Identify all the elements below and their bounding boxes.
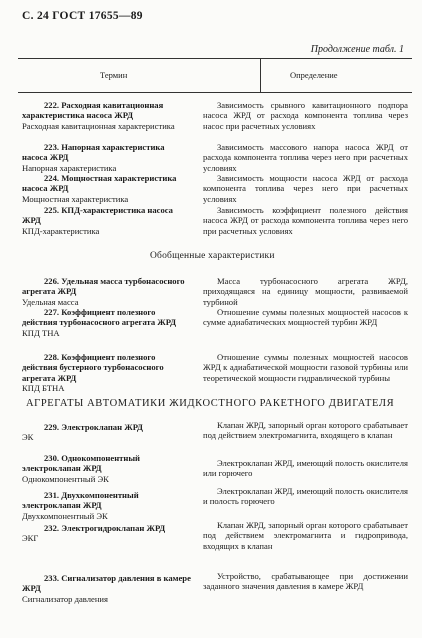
term-short: Двухкомпонентный ЭК [22,510,108,521]
term-title: 227. Коэффициент полезного действия турбонасосного агрегата ЖРД [22,307,177,328]
definition-226 [203,276,408,307]
column-header-definition: Определение [290,70,338,80]
term-title: 228. Коэффициент полезного действия бустерного турбонасосного агрегата ЖРД [22,352,164,383]
header-bottom-rule [18,92,412,93]
definition-232 [203,520,408,551]
definition-text: Электроклапан ЖРД, имеющий полость окислителя и полость горючего [203,486,408,507]
definition-231 [203,486,408,507]
term-232 [22,523,192,544]
definition-text: Масса турбонасосного агрегата ЖРД, приходящаяся на единицу мощности, развиваемой турбиной [203,276,408,307]
definition-222 [203,100,408,131]
definition-228 [203,352,408,383]
term-233 [22,573,192,604]
definition-text: Отношение суммы полезных мощностей насосов ЖРД к адиабатической мощности газовой турбины или теоретической мощности гидравлической турбины [203,352,408,383]
definition-text: Зависимость срывного кавитационного подпора насоса ЖРД от расхода компонента топлива через насос при расчетных условиях [203,100,408,131]
section-heading-automation: АГРЕГАТЫ АВТОМАТИКИ ЖИДКОСТНОГО РАКЕТНОГО ДВИГАТЕЛЯ [26,398,395,409]
definition-text: Электроклапан ЖРД, имеющий полость окислителя или горючего [203,458,408,479]
term-short: КПД ТНА [22,327,60,338]
section-heading-general: Обобщенные характеристики [150,251,275,261]
definition-text: Клапан ЖРД, запорный орган которого срабатывает под действием электромагнита и гидропривода, входящих в клапан [203,520,408,551]
definition-text: Отношение суммы полезных мощностей насосов к сумме адиабатических мощностей турбин ЖРД [203,307,408,328]
definition-text: Зависимость коэффициент полезного действия насоса ЖРД от расхода компонента топлива через него при расчетных условиях [203,205,408,236]
definition-230 [203,458,408,479]
term-227 [22,307,192,338]
column-divider [260,58,261,92]
term-short: КПД БТНА [22,382,65,393]
definition-224 [203,173,408,204]
term-225 [22,205,192,236]
term-short: ЭКГ [22,533,39,544]
term-short: Сигнализатор давления [22,593,108,604]
term-226 [22,276,192,307]
term-short: Однокомпонентный ЭК [22,473,109,484]
term-231 [22,490,192,521]
term-short: Напорная характеристика [22,162,117,173]
definition-text: Устройство, срабатывающее при достижении заданного значения давления в камере ЖРД [203,571,408,592]
column-header-term: Термин [100,70,128,80]
definition-233 [203,571,408,592]
term-short: КПД-характеристика [22,225,100,236]
page-header: С. 24 ГОСТ 17655—89 [22,10,143,22]
term-short: Расходная кавитационная характеристика [22,120,175,131]
definition-text: Зависимость массового напора насоса ЖРД от расхода компонента топлива через него при расчетных условиях [203,142,408,173]
term-title: 231. Двухкомпонентный электроклапан ЖРД [22,490,139,511]
definition-229 [203,420,408,441]
term-title: 233. Сигнализатор давления в камере ЖРД [22,573,191,594]
term-title: 223. Напорная характеристика насоса ЖРД [22,142,165,163]
definition-text: Клапан ЖРД, запорный орган которого срабатывает под действием электромагнита, входящего в клапан [203,420,408,441]
term-title: 222. Расходная кавитационная характеристика насоса ЖРД [22,100,164,121]
term-223 [22,142,192,173]
term-title: 226. Удельная масса турбонасосного агрегата ЖРД [22,276,185,297]
table-top-rule [18,58,412,59]
term-short: ЭК [22,432,34,443]
term-title: 230. Однокомпонентный электроклапан ЖРД [22,453,140,474]
definition-text: Зависимость мощности насоса ЖРД от расхода компонента топлива через него при расчетных условиях [203,173,408,204]
term-222 [22,100,192,131]
term-title: 224. Мощностная характеристика насоса ЖРД [22,173,177,194]
term-title: 225. КПД-характеристика насоса ЖРД [22,205,173,226]
table-continuation-label: Продолжение табл. 1 [310,44,404,55]
term-229 [22,422,192,443]
definition-225 [203,205,408,236]
term-title: 229. Электроклапан ЖРД [44,422,143,432]
definition-223 [203,142,408,173]
term-224 [22,173,192,204]
term-228 [22,352,192,393]
definition-227 [203,307,408,328]
term-230 [22,453,192,484]
term-title: 232. Электрогидроклапан ЖРД [44,523,166,533]
term-short: Удельная масса [22,296,79,307]
term-short: Мощностная характеристика [22,193,129,204]
